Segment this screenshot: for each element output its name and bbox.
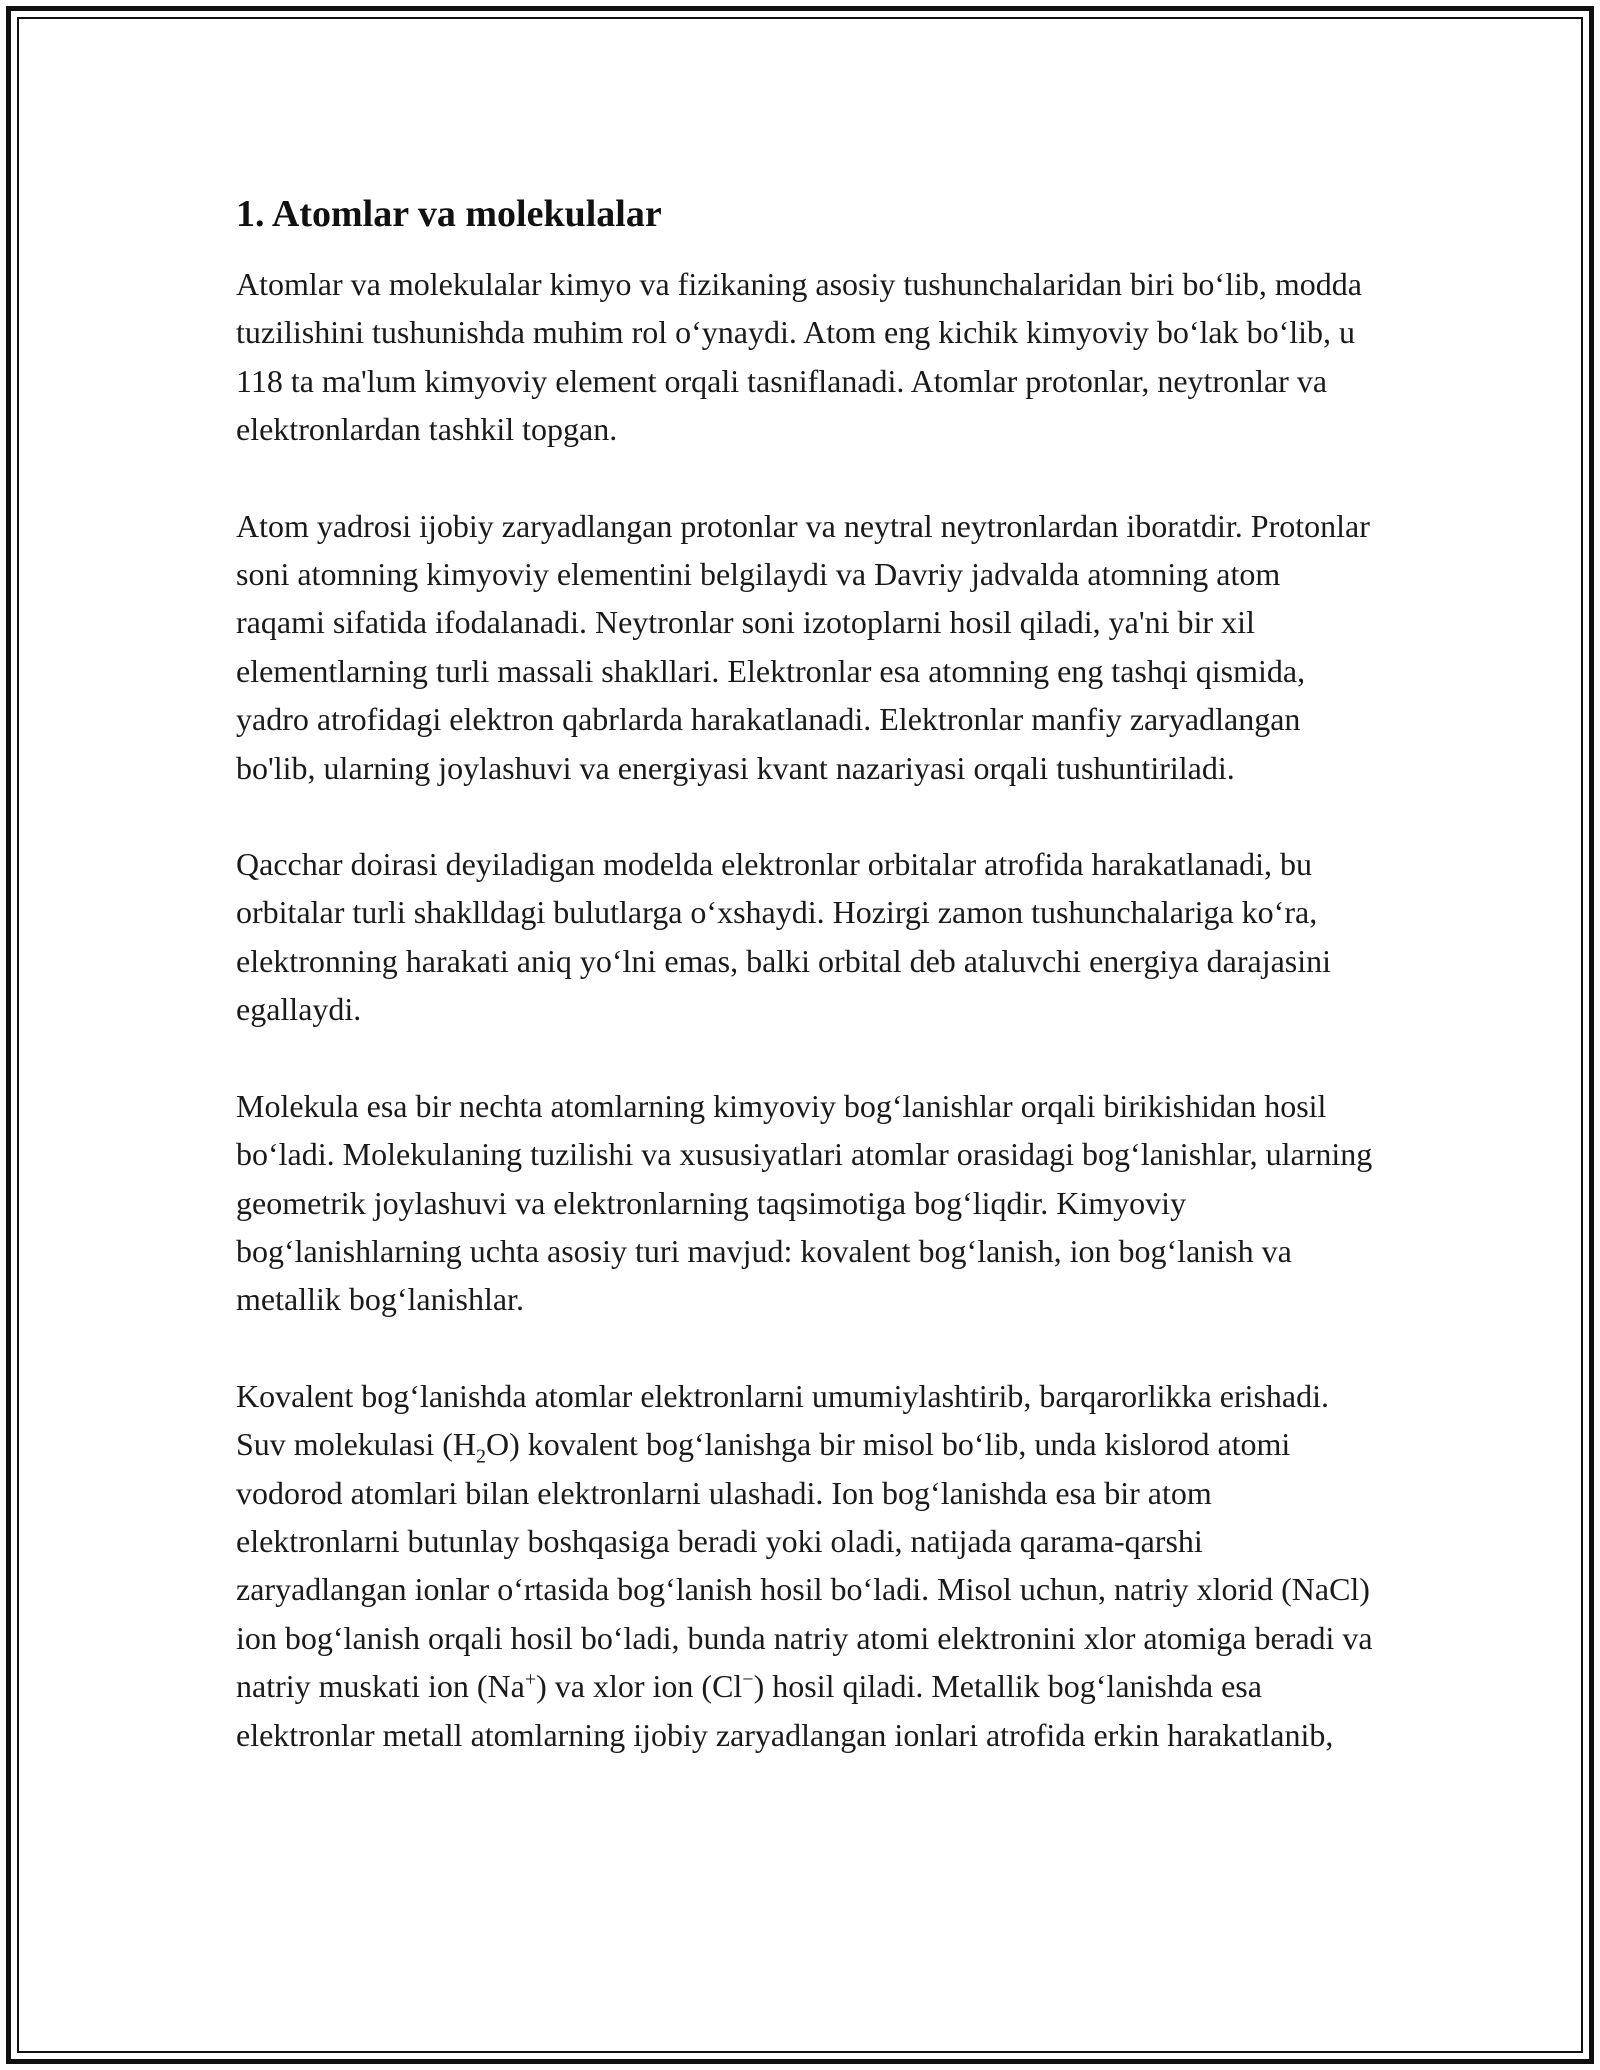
paragraph-molecules: Molekula esa bir nechta atomlarning kimyoviy bog‘lanishlar orqali birikishidan hosil bo‘ladi. Molekulaning tuzilishi va xususiyatlari atomlar orasidagi bog‘lanishlar, ularning geometrik joylashuvi va elektronlarning taqsimotiga bog‘liqdir. Kimyoviy bog‘lanishlarning uchta asosiy turi mavjud: kovalent bog‘lanish, ion bog‘lanish va metallik bog‘lanishlar. bbox=[236, 1087, 1373, 1318]
paragraph-atom-nucleus: Atom yadrosi ijobiy zaryadlangan protonlar va neytral neytronlardan iboratdir. Protonlar soni atomning kimyoviy elementini belgilaydi va Davriy jadvalda atomning atom raqami sifatida ifodalanadi. Neytronlar soni izotoplarni hosil qiladi, ya'ni bir xil elementlarning turli massali shakllari. Elektronlar esa atomning eng tashqi qismida, yadro atrofidagi elektron qabrlarda harakatlanadi. Elektronlar manfiy zaryadlangan bo'lib, ularning joylashuvi va energiyasi kvant nazariyasi orqali tushuntiriladi. bbox=[236, 507, 1370, 786]
section-heading: 1. Atomlar va molekulalar bbox=[236, 193, 662, 235]
paragraph-atoms-intro: Atomlar va molekulalar kimyo va fizikaning asosiy tushunchalaridan biri bo‘lib, modda tuzilishini tushunishda muhim rol o‘ynaydi. Atom eng kichik kimyoviy bo‘lak bo‘lib, u 118 ta ma'lum kimyoviy element orqali tasniflanadi. Atomlar protonlar, neytronlar va elektronlardan tashkil topgan. bbox=[236, 266, 1362, 448]
sodium-charge-superscript: + bbox=[524, 1668, 537, 1691]
document-body bbox=[236, 190, 1376, 1807]
bond-text-part-3: ) va xlor ion (Cl bbox=[536, 1668, 743, 1705]
bond-text-part-2: O) kovalent bog‘lanishga bir misol bo‘lib, unda kislorod atomi vodorod atomlari bilan elektronlarni ulashadi. Ion bog‘lanishda esa bir atom elektronlarni butunlay boshqasiga beradi yoki oladi, natijada qarama-qarshi zaryadlangan ionlar o‘rtasida bog‘lanish hosil bo‘ladi. Misol uchun, natriy xlorid (NaCl) ion bog‘lanish orqali hosil bo‘ladi, bunda natriy atomi elektronini xlor atomiga beradi va natriy muskati ion (Na bbox=[236, 1426, 1373, 1705]
water-subscript: 2 bbox=[475, 1445, 486, 1468]
chlorine-charge-superscript: − bbox=[742, 1668, 754, 1691]
bond-text-part-1: Kovalent bog‘lanishda atomlar elektronlarni umumiylashtirib, barqarorlikka erishadi. Suv molekulasi (H bbox=[236, 1377, 1330, 1463]
paragraph-orbitals: Qacchar doirasi deyiladigan modelda elektronlar orbitalar atrofida harakatlanadi, bu orbitalar turli shaklldagi bulutlarga o‘xshaydi. Hozirgi zamon tushunchalariga ko‘ra, elektronning harakati aniq yo‘lni emas, balki orbital deb ataluvchi energiya darajasini egallaydi. bbox=[236, 846, 1332, 1028]
paragraph-bond-types bbox=[236, 1372, 1376, 1759]
bond-text-part-4: ) hosil qiladi. Metallik bog‘lanishda esa elektronlar metall atomlarning ijobiy zaryadlangan ionlari atrofida erkin harakatlanib, bbox=[236, 1668, 1334, 1753]
